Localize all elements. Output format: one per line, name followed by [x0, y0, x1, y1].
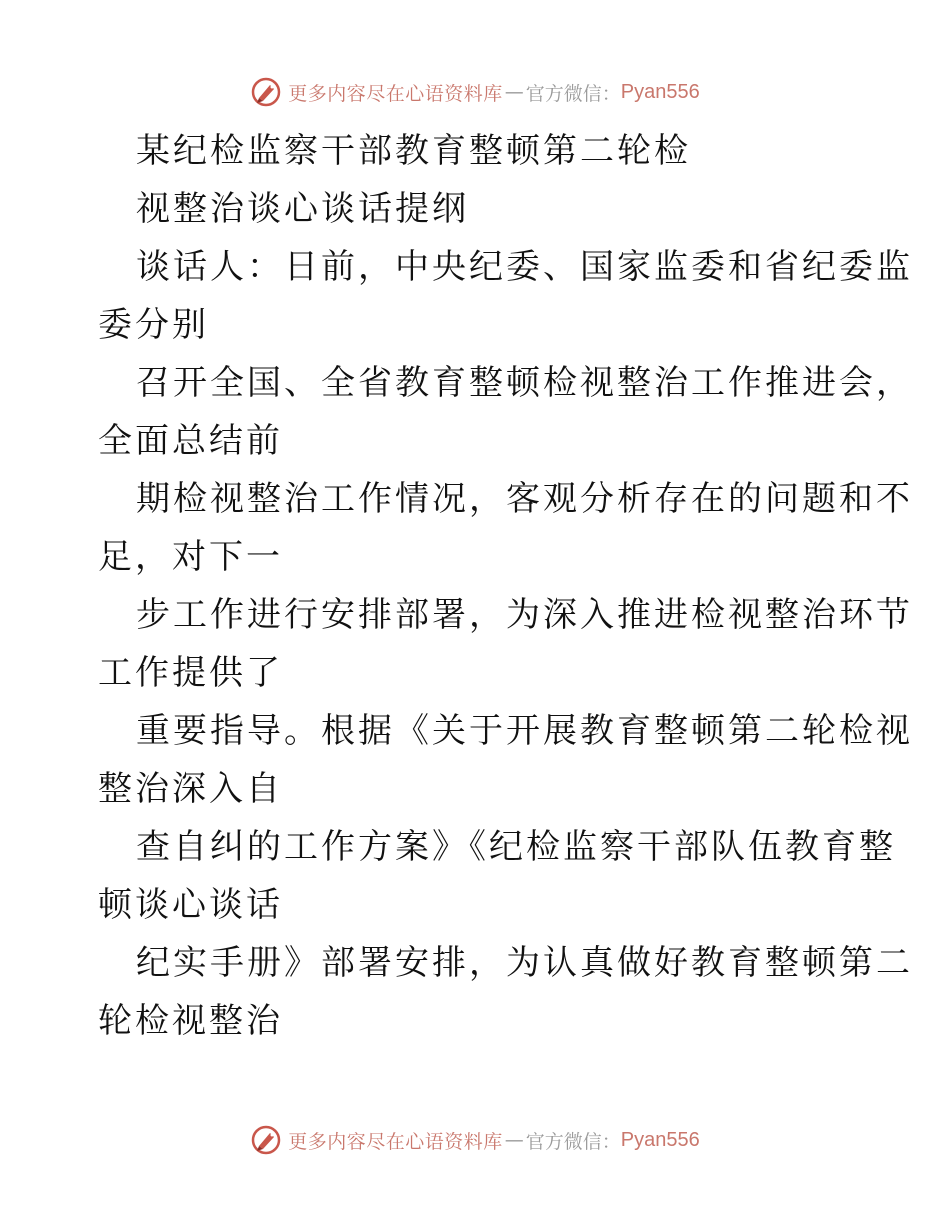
watermark-slogan: 更多内容尽在心语资料库	[288, 82, 503, 105]
document-line: 纪实手册》部署安排，为认真做好教育整顿第二	[136, 943, 913, 983]
watermark-wechat-id: Pyan556	[620, 80, 700, 103]
document-line: 谈话人：日前，中央纪委、国家监委和省纪委监	[136, 247, 913, 287]
document-line: 轮检视整治	[98, 1001, 283, 1041]
document-line: 视整治谈心谈话提纲	[136, 189, 469, 229]
footer-watermark	[0, 1120, 950, 1160]
document-line: 期检视整治工作情况，客观分析存在的问题和不	[136, 479, 913, 519]
document-line: 召开全国、全省教育整顿检视整治工作推进会，	[136, 363, 913, 403]
watermark-separator: —	[504, 1129, 524, 1151]
pen-logo-icon	[250, 76, 282, 108]
watermark-wechat-label: 官方微信：	[525, 82, 621, 105]
watermark-separator: —	[504, 81, 524, 103]
document-line: 重要指导。根据《关于开展教育整顿第二轮检视	[136, 711, 913, 751]
document-body	[98, 122, 913, 1050]
document-line: 全面总结前	[98, 421, 283, 461]
document-line: 整治深入自	[98, 769, 283, 809]
pen-logo-icon	[250, 1124, 282, 1156]
watermark-wechat-label: 官方微信：	[525, 1130, 621, 1153]
document-line: 查自纠的工作方案》《纪检监察干部队伍教育整	[136, 827, 896, 867]
document-line: 委分别	[98, 305, 209, 345]
header-watermark	[0, 72, 950, 112]
document-line: 顿谈心谈话	[98, 885, 283, 925]
document-line: 某纪检监察干部教育整顿第二轮检	[136, 131, 691, 171]
document-line: 步工作进行安排部署，为深入推进检视整治环节	[136, 595, 913, 635]
watermark-wechat-id: Pyan556	[620, 1128, 700, 1151]
watermark-slogan: 更多内容尽在心语资料库	[288, 1130, 503, 1153]
document-line: 工作提供了	[98, 653, 283, 693]
document-line: 足，对下一	[98, 537, 283, 577]
